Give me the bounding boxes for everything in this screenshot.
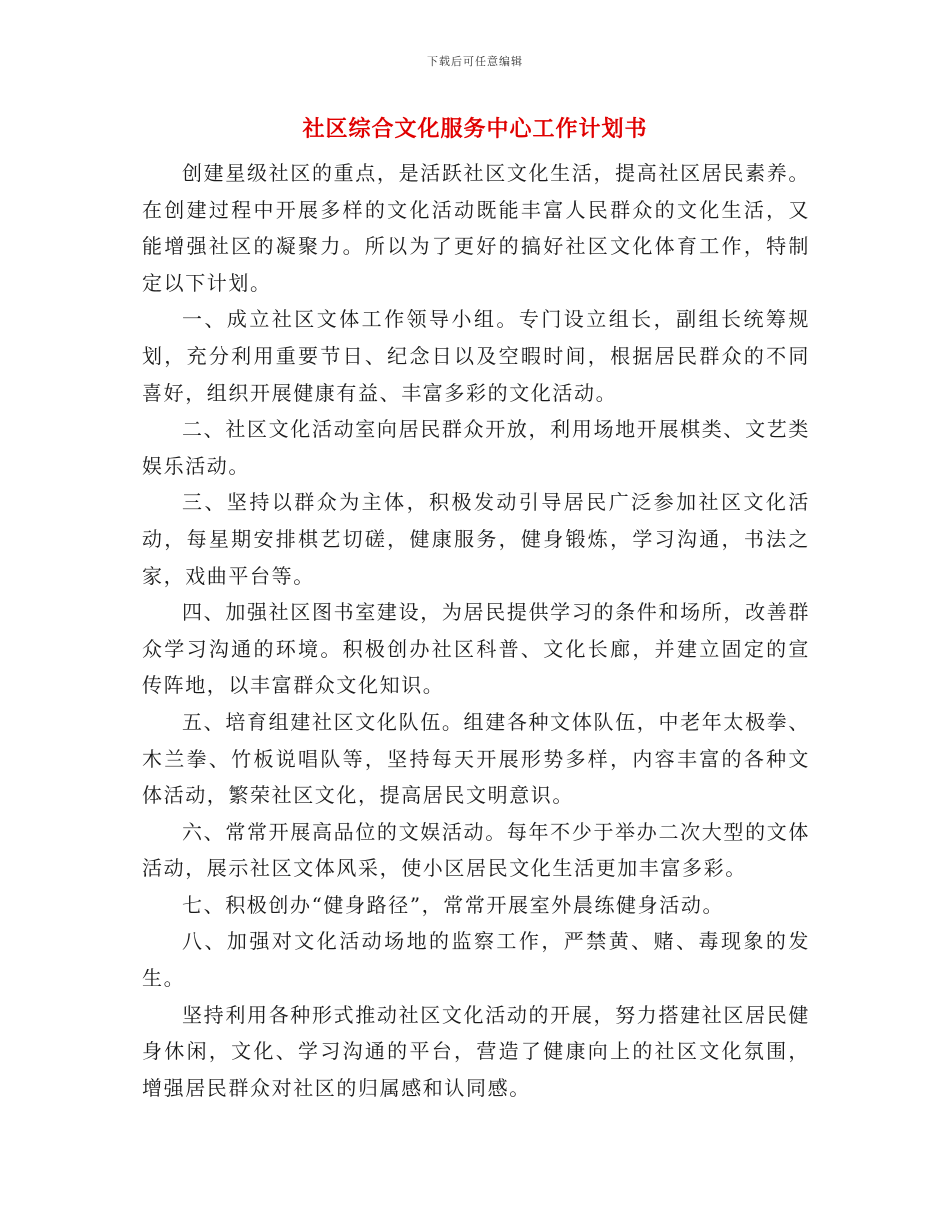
document-body (142, 155, 810, 1106)
paragraph-item-6: 六、常常开展高品位的文娱活动。每年不少于举办二次大型的文体活动，展示社区文体风采，使小区居民文化生活更加丰富多彩。 (142, 819, 810, 881)
paragraph-item-7: 七、积极创办“健身路径”，常常开展室外晨练健身活动。 (182, 892, 725, 917)
paragraph-item-8: 八、加强对文化活动场地的监察工作，严禁黄、赌、毒现象的发生。 (142, 929, 810, 991)
paragraph-item-2: 二、社区文化活动室向居民群众开放，利用场地开展棋类、文艺类娱乐活动。 (142, 417, 810, 478)
page-header: 下载后可任意编辑 (427, 55, 523, 68)
paragraph-item-1: 一、成立社区文体工作领导小组。专门设立组长，副组长统筹规划，充分利用重要节日、纪念日以及空暇时间，根据居民群众的不同喜好，组织开展健康有益、丰富多彩的文化活动。 (142, 307, 810, 405)
document-title: 社区综合文化服务中心工作计划书 (302, 117, 648, 142)
paragraph-item-4: 四、加强社区图书室建设，为居民提供学习的条件和场所，改善群众学习沟通的环境。积极创办社区科普、文化长廊，并建立固定的宣传阵地，以丰富群众文化知识。 (142, 600, 810, 698)
paragraph-item-5: 五、培育组建社区文化队伍。组建各种文体队伍，中老年太极拳、木兰拳、竹板说唱队等，坚持每天开展形势多样，内容丰富的各种文体活动，繁荣社区文化，提高居民文明意识。 (142, 709, 810, 808)
paragraph-intro: 创建星级社区的重点，是活跃社区文化生活，提高社区居民素养。在创建过程中开展多样的文化活动既能丰富人民群众的文化生活，又能增强社区的凝聚力。所以为了更好的搞好社区文化体育工作，特制定以下计划。 (142, 161, 810, 295)
paragraph-item-3: 三、坚持以群众为主体，积极发动引导居民广泛参加社区文化活动，每星期安排棋艺切磋，健康服务，健身锻炼，学习沟通，书法之家，戏曲平台等。 (142, 490, 810, 588)
paragraph-conclusion: 坚持利用各种形式推动社区文化活动的开展，努力搭建社区居民健身休闲，文化、学习沟通的平台，营造了健康向上的社区文化氛围，增强居民群众对社区的归属感和认同感。 (142, 1002, 810, 1100)
